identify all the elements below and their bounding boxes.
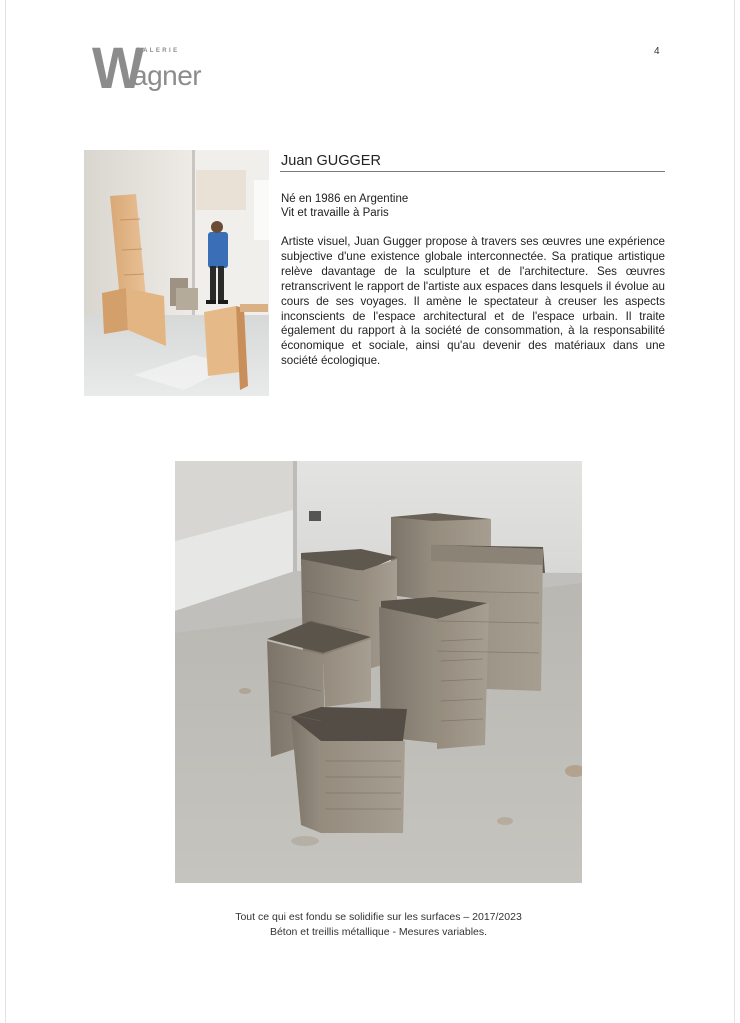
- page-number: 4: [654, 46, 660, 57]
- logo-galerie-text: GALERIE: [136, 48, 180, 54]
- artist-name: Juan GUGGER: [281, 153, 381, 169]
- artist-studio-photo: [84, 150, 269, 396]
- artist-biography: Artiste visuel, Juan Gugger propose à travers ses œuvres une expérience subjective d'une existence globale interconnectée. Sa pratique artistique relève davantage de la sculpture et de l'architecture. Ses œuvres retranscrivent le rapport de l'artiste aux espaces dans lesquels il évolue au cours de ses voyages. Il amène le spectateur à creuser les aspects inconscients de l'espace architectural et de l'espace urbain. Il traite également du rapport à la société de consommation, à la responsabilité économique et sociale, ainsi qu'au devenir des matériaux dans une société écologique.: [281, 235, 665, 368]
- artist-residence: Vit et travaille à Paris: [281, 207, 389, 219]
- galerie-wagner-logo: [92, 36, 222, 102]
- artwork-photo: [175, 461, 582, 883]
- title-divider: [280, 171, 665, 172]
- artist-studio-image: [84, 150, 269, 396]
- artwork-image: [175, 461, 582, 883]
- artwork-medium-caption: Béton et treillis métallique - Mesures variables.: [269, 926, 488, 938]
- logo-agner-text: agner: [132, 60, 202, 91]
- logo-w-letter: W: [92, 36, 143, 101]
- artist-birth: Né en 1986 en Argentine: [281, 193, 409, 205]
- artwork-title-caption: Tout ce qui est fondu se solidifie sur les surfaces – 2017/2023: [235, 911, 522, 923]
